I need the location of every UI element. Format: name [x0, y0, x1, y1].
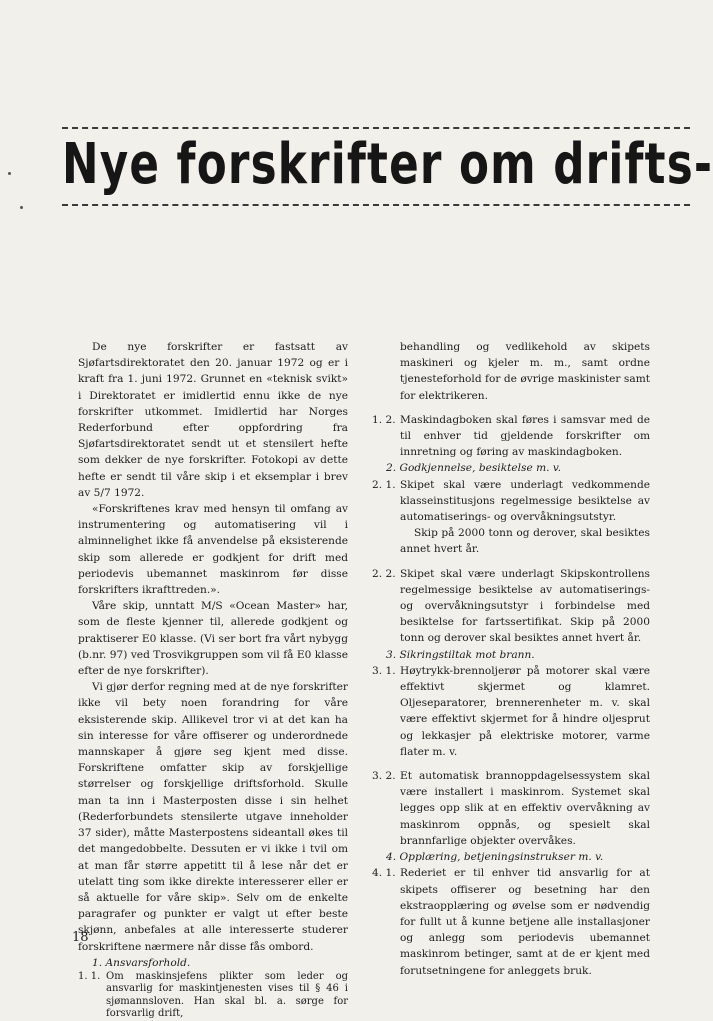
list-item: [372, 663, 650, 760]
item-number: 1. 1.: [78, 970, 101, 982]
paragraph: Vi gjør derfor regning med at de nye forskrifter ikke vil bety noen forandring for våre eksisterende skip. Allikevel tror vi at det kan ha sin interesse for våre offiserer og underordnede mannskaper å gjøre seg kjent med disse. Forskriftene omfatter skip av forskjellige størrelser og forskjellige driftsforhold. Skulle man ta inn i Masterposten disse i sin helhet (Rederforbundets stensilerte utgave inneholder 37 sider), måtte Masterpostens sideantall økes til det mangedobbelte. Dessuten er vi ikke i tvil om at man får større appetitt til å lese når det er utelatt ting som ikke direkte interesserer eller er så aktuelle for våre skip». Selv om de enkelte paragrafer og punkter er valgt ut efter beste skjønn, anbefales at alle interesserte studerer forskriftene nærmere når disse fås ombord.: [78, 681, 348, 953]
list-item: [372, 768, 650, 849]
item-text: Skipet skal være underlagt Skipskontrollens regelmessige besiktelse av automatiserings- og overvåkningsutstyr i forbindelse med besiktelse for fartssertifikat. Skip på 2000 tonn og derover skal besiktes annet hvert år.: [400, 567, 650, 645]
page-number: 18: [72, 930, 89, 945]
right-column: [372, 339, 650, 979]
item-text: behandling og vedlikehold av skipets maskineri og kjeler m. m., samt ordne tjenesteforhold for de øvrige maskinister samt for elektrikeren.: [400, 341, 650, 402]
list-item: [78, 971, 348, 1021]
list-item: [372, 566, 650, 647]
item-number: 3. 2.: [372, 770, 396, 783]
paragraph: De nye forskrifter er fastsatt av Sjøfartsdirektoratet den 20. januar 1972 og er i kraft fra 1. juni 1972. Grunnet en «teknisk svikt» i Direktoratet er imidlertid ennu ikke de nye forskrifter utkommet. Imidlertid har Norges Rederforbund efter oppfordring fra Sjøfartsdirektoratet sendt ut et stensilert hefte som dekker de nye forskrifter. Fotokopi av dette hefte er sendt til våre skip i et eksemplar i brev av 5/7 1972.: [78, 341, 348, 499]
section-heading: 1. Ansvarsforhold.: [92, 956, 191, 969]
list-item: [372, 865, 650, 978]
list-item: [372, 477, 650, 558]
item-text: Skipet skal være underlagt vedkommende klasseinstitusjons regelmessige besiktelse av automatiserings- og overvåkningsutstyr.: [400, 478, 650, 524]
item-number: 2. 2.: [372, 567, 396, 580]
left-column: [78, 339, 348, 1021]
item-text: Et automatisk brannoppdagelsessystem skal være installert i maskinrom. Systemet skal legges opp slik at en effektiv overvåkning av maskinrom oppnås, og spesielt skal brannfarlige objekter overvåkes.: [400, 770, 650, 847]
margin-dot: [20, 206, 23, 209]
paragraph: Våre skip, unntatt M/S «Ocean Master» har, som de fleste kjenner til, allerede godkjent og praktiserer E0 klasse. (Vi ser bort fra vårt nybygg (b.nr. 97) ved Trosvikgruppen som vil få E0 klasse efter de nye forskrifter).: [78, 600, 348, 678]
paragraph: «Forskriftenes krav med hensyn til omfang av instrumentering og automatisering vil i alminnelighet ikke få anvendelse på eksisterende skip som allerede er godkjent for drift med periodevis ubemannet maskinrom før disse forskrifters ikrafttreden.».: [78, 503, 348, 597]
section-heading: 2. Godkjennelse, besiktelse m. v.: [386, 462, 561, 475]
headline: Nye forskrifter om drifts-: [62, 132, 713, 197]
item-text: Høytrykk-brennoljerør på motorer skal være effektivt skjermet og klamret. Oljeseparatorer, brennerenheter m. v. skal være effektivt skjermet for å hindre oljesprut og lekkasjer på elektriske motorer, varme flater m. v.: [400, 664, 650, 758]
section-heading: 4. Opplæring, betjeningsinstrukser m. v.: [386, 851, 604, 864]
item-text: Om maskinsjefens plikter som leder og ansvarlig for maskintjenesten vises til § 46 i sjømannsloven. Han skal bl. a. sørge for forsvarlig drift,: [106, 970, 348, 1020]
list-item: [372, 412, 650, 461]
item-number: 1. 2.: [372, 413, 396, 426]
item-number: 3. 1.: [372, 664, 396, 677]
item-number: 4. 1.: [372, 867, 396, 880]
margin-dot: [8, 172, 11, 175]
item-text: Skip på 2000 tonn og derover, skal besiktes annet hvert år.: [400, 527, 650, 556]
bottom-dashed-rule: [62, 204, 690, 206]
item-number: 2. 1.: [372, 478, 396, 491]
item-text: Rederiet er til enhver tid ansvarlig for at skipets offiserer og besetning har den ekstraopplæring og øvelse som er nødvendig for fullt ut å kunne betjene alle installasjoner og anlegg som periodevis ubemannet maskinrom betinger, samt at de er kjent med forutsetningene for anleggets bruk.: [400, 867, 650, 977]
list-item-continuation: [372, 339, 650, 404]
section-heading: 3. Sikringstiltak mot brann.: [386, 648, 535, 661]
item-text: Maskindagboken skal føres i samsvar med de til enhver tid gjeldende forskrifter om innretning og føring av maskindagboken.: [400, 413, 650, 459]
top-dashed-rule: [62, 127, 690, 129]
